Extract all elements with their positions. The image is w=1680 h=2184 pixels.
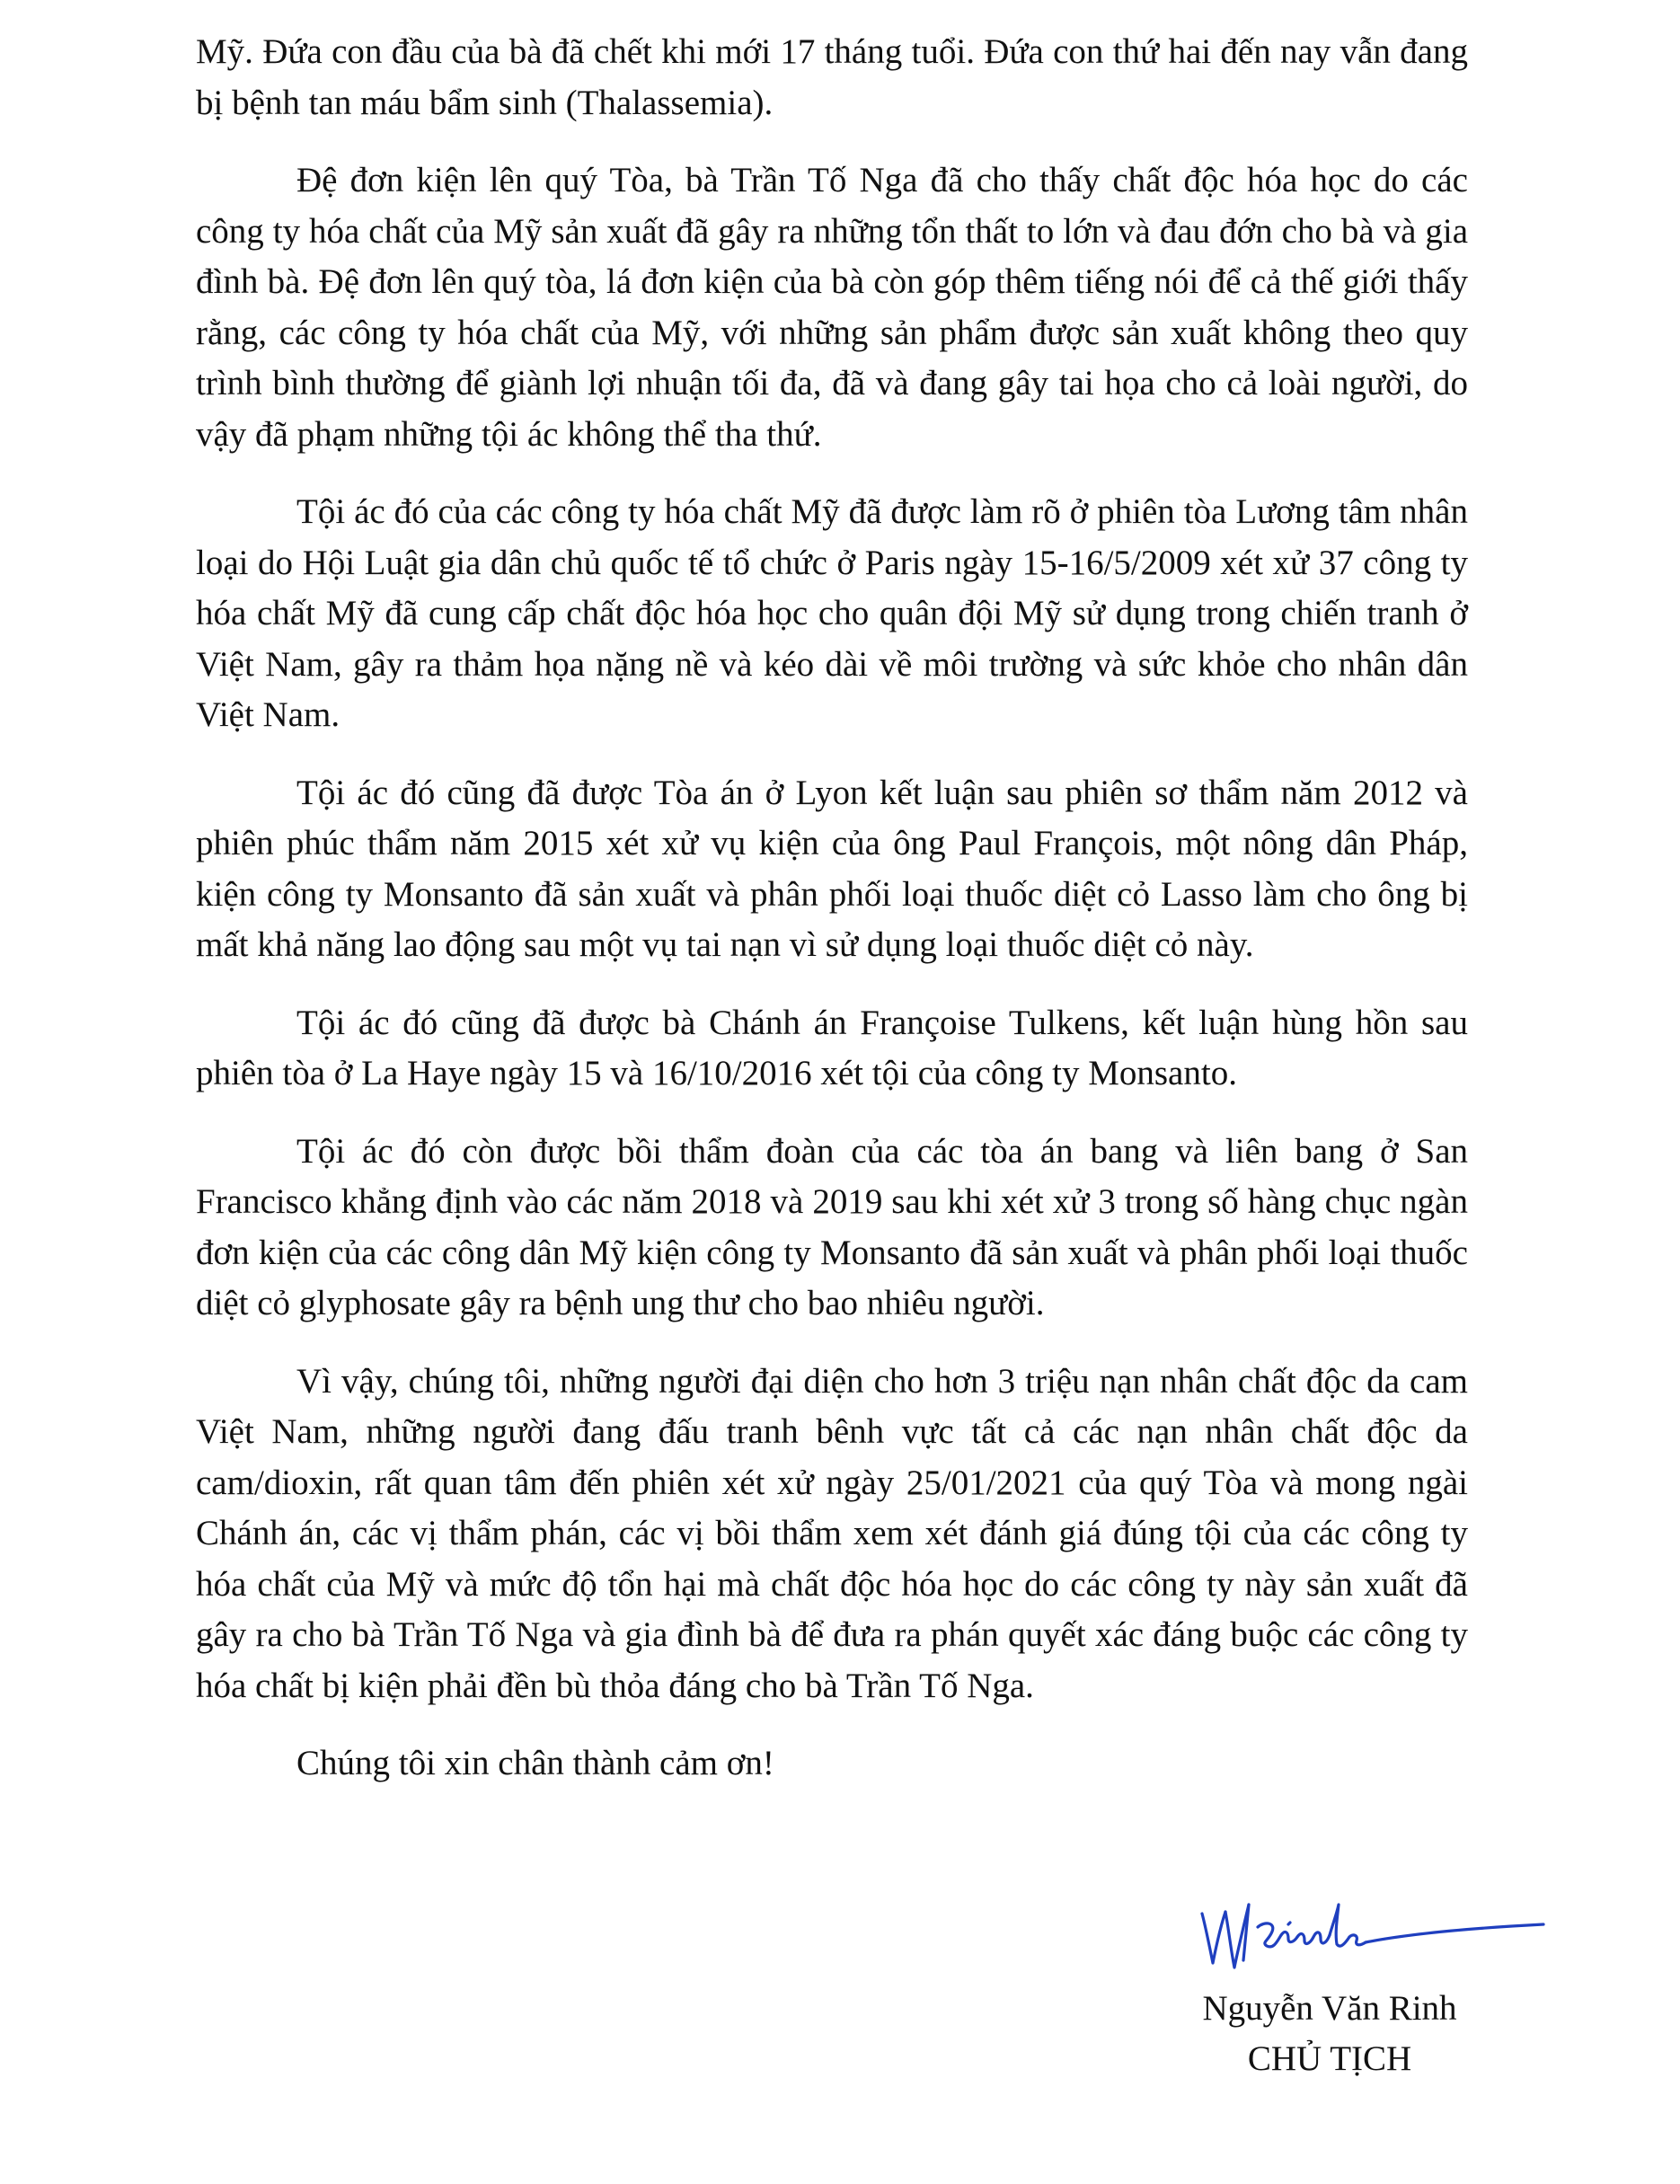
paragraph-6: Tội ác đó còn được bồi thẩm đoàn của các tòa án bang và liên bang ở San Francisco khẳng định vào các năm 2018 và 2019 sau khi xét xử 3 trong số hàng chục ngàn đơn kiện của các công dân Mỹ kiện công ty Monsanto đã sản xuất và phân phối loại thuốc diệt cỏ glyphosate gây ra bệnh ung thư cho bao nhiêu người. — [196, 1131, 1468, 1322]
paragraph-2: Đệ đơn kiện lên quý Tòa, bà Trần Tố Nga đã cho thấy chất độc hóa học do các công ty hóa chất của Mỹ sản xuất đã gây ra những tổn thất to lớn và đau đớn cho bà và gia đình bà. Đệ đơn lên quý tòa, lá đơn kiện của bà còn góp thêm tiếng nói để cả thế giới thấy rằng, các công ty hóa chất của Mỹ, với những sản phẩm được sản xuất không theo quy trình bình thường để giành lợi nhuận tối đa, đã và đang gây tai họa cho cả loài người, do vậy đã phạm những tội ác không thể tha thứ. — [196, 161, 1468, 454]
closing-line: Chúng tôi xin chân thành cảm ơn! — [296, 1744, 774, 1782]
paragraph-4: Tội ác đó cũng đã được Tòa án ở Lyon kết luận sau phiên sơ thẩm năm 2012 và phiên phúc thẩm năm 2015 xét xử vụ kiện của ông Paul François, một nông dân Pháp, kiện công ty Monsanto đã sản xuất và phân phối loại thuốc diệt cỏ Lasso làm cho ông bị mất khả năng lao động sau một vụ tai nạn vì sử dụng loại thuốc diệt cỏ này. — [196, 773, 1468, 964]
signer-block — [1141, 1984, 1518, 2084]
signer-title: CHỦ TỊCH — [1247, 2039, 1412, 2078]
paragraph-5: Tội ác đó cũng đã được bà Chánh án Françoise Tulkens, kết luận hùng hồn sau phiên tòa ở La Haye ngày 15 và 16/10/2016 xét tội của công ty Monsanto. — [196, 1003, 1468, 1092]
paragraph-1: Mỹ. Đứa con đầu của bà đã chết khi mới 17 tháng tuổi. Đứa con thứ hai đến nay vẫn đang bị bệnh tan máu bẩm sinh (Thalassemia). — [196, 32, 1468, 122]
letter-body — [196, 27, 1468, 1790]
paragraph-7: Vì vậy, chúng tôi, những người đại diện cho hơn 3 triệu nạn nhân chất độc da cam Việt Nam, những người đang đấu tranh bênh vực tất cả các nạn nhân chất độc da cam/dioxin, rất quan tâm đến phiên xét xử ngày 25/01/2021 của quý Tòa và mong ngài Chánh án, các vị thẩm phán, các vị bồi thẩm xem xét đánh giá đúng tội của các công ty hóa chất của Mỹ và mức độ tổn hại mà chất độc hóa học do các công ty này sản xuất đã gây ra cho bà Trần Tố Nga và gia đình bà để đưa ra phán quyết xác đáng buộc các công ty hóa chất bị kiện phải đền bù thỏa đáng cho bà Trần Tố Nga. — [196, 1361, 1468, 1705]
signer-name: Nguyễn Văn Rinh — [1202, 1989, 1457, 2028]
handwritten-signature — [1195, 1878, 1554, 1994]
paragraph-3: Tội ác đó của các công ty hóa chất Mỹ đã được làm rõ ở phiên tòa Lương tâm nhân loại do Hội Luật gia dân chủ quốc tế tổ chức ở Paris ngày 15-16/5/2009 xét xử 37 công ty hóa chất Mỹ đã cung cấp chất độc hóa học cho quân đội Mỹ sử dụng trong chiến tranh ở Việt Nam, gây ra thảm họa nặng nề và kéo dài về môi trường và sức khỏe cho nhân dân Việt Nam. — [196, 492, 1468, 734]
